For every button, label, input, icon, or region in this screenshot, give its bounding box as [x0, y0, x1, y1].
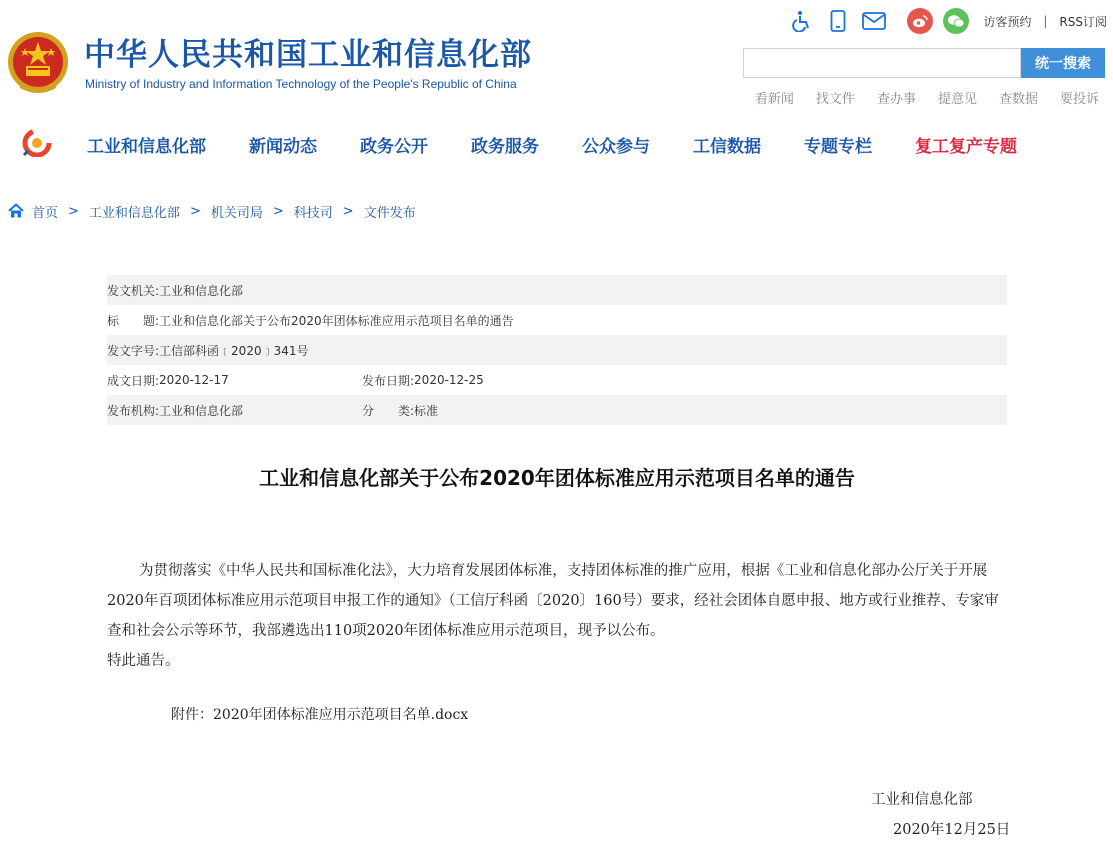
- meta-docno-label: 发文字号:: [107, 343, 160, 358]
- weibo-icon[interactable]: [907, 8, 933, 34]
- document-date: 2020年12月25日: [893, 822, 1011, 838]
- quick-link-documents[interactable]: 找文件: [815, 92, 855, 107]
- breadcrumb-separator: >: [189, 203, 201, 219]
- national-emblem-icon: [6, 30, 70, 98]
- wechat-icon[interactable]: [943, 8, 969, 34]
- quick-link-complaint[interactable]: 要投诉: [1059, 92, 1099, 107]
- top-toolbar: [789, 8, 1107, 34]
- meta-row-dates: [107, 365, 1007, 395]
- document-paragraph: 为贯彻落实《中华人民共和国标准化法》，大力培育发展团体标准，支持团体标准的推广应用，根据《工业和信息化部办公厅关于开展2020年百项团体标准应用示范项目申报工作的通知》（工信厅科函〔2020〕160号）要求，经社会团体自愿申报、地方或行业推荐、专家审查和社会公示等环节，我部遴选出110项2020年团体标准应用示范项目，现予以公布。: [107, 563, 999, 639]
- main-nav: [87, 130, 1017, 158]
- meta-docno-value: 工信部科函﹝2020﹞341号: [159, 343, 309, 358]
- document-closing: 特此通告。: [107, 653, 180, 669]
- quick-link-data[interactable]: 查数据: [998, 92, 1038, 107]
- meta-published-label: 发布日期:: [362, 373, 415, 388]
- nav-item-data[interactable]: 工信数据: [693, 136, 761, 157]
- meta-row-org: [107, 395, 1007, 425]
- breadcrumb: [8, 201, 416, 221]
- meta-org-value: 工业和信息化部: [159, 403, 244, 418]
- meta-row-issuer: [107, 275, 1007, 305]
- meta-issuer-label: 发文机关:: [107, 283, 160, 298]
- site-subtitle: Ministry of Industry and Information Technology of the People's Republic of China: [85, 77, 517, 91]
- search-button[interactable]: 统一搜索: [1021, 48, 1105, 78]
- search-box: [743, 48, 1021, 78]
- meta-published-value: 2020-12-25: [414, 373, 484, 387]
- quick-link-news[interactable]: 看新闻: [754, 92, 794, 107]
- attachment: [171, 704, 468, 724]
- nav-item-public-participation[interactable]: 公众参与: [582, 136, 650, 157]
- mail-icon[interactable]: [861, 8, 887, 34]
- document-signer: 工业和信息化部: [871, 792, 973, 808]
- home-icon[interactable]: [8, 203, 24, 219]
- nav-item-resumption[interactable]: 复工复产专题: [915, 136, 1017, 157]
- nav-item-miit[interactable]: 工业和信息化部: [87, 136, 206, 157]
- visitor-appointment-link[interactable]: 访客预约: [983, 14, 1032, 29]
- wheelchair-icon[interactable]: [789, 8, 815, 34]
- site-title: 中华人民共和国工业和信息化部: [84, 37, 532, 73]
- meta-title-label: 标 题:: [107, 313, 160, 328]
- meta-row-title: [107, 305, 1007, 335]
- search-input[interactable]: [744, 49, 1020, 77]
- breadcrumb-miit[interactable]: 工业和信息化部: [88, 205, 180, 221]
- meta-written-label: 成文日期:: [107, 373, 160, 388]
- breadcrumb-departments[interactable]: 机关司局: [210, 205, 263, 221]
- meta-row-docno: [107, 335, 1007, 365]
- breadcrumb-separator: >: [68, 203, 79, 219]
- meta-category-label: 分 类:: [362, 403, 415, 418]
- meta-written-value: 2020-12-17: [159, 373, 229, 387]
- document-metadata-table: [107, 275, 1007, 425]
- nav-item-gov-services[interactable]: 政务服务: [471, 136, 539, 157]
- breadcrumb-separator: >: [272, 203, 284, 219]
- nav-item-special-topics[interactable]: 专题专栏: [804, 136, 872, 157]
- breadcrumb-home[interactable]: 首页: [32, 205, 59, 221]
- nav-item-news[interactable]: 新闻动态: [249, 136, 317, 157]
- breadcrumb-documents[interactable]: 文件发布: [363, 205, 416, 221]
- rss-subscribe-link[interactable]: RSS订阅: [1059, 14, 1107, 29]
- quick-link-services[interactable]: 查办事: [876, 92, 916, 107]
- meta-title-value: 工业和信息化部关于公布2020年团体标准应用示范项目名单的通告: [159, 313, 514, 328]
- document-body: [107, 556, 1007, 676]
- attachment-label: 附件：: [171, 707, 213, 723]
- mobile-phone-icon[interactable]: [825, 8, 851, 34]
- meta-org-label: 发布机构:: [107, 403, 160, 418]
- document-title: 工业和信息化部关于公布2020年团体标准应用示范项目名单的通告: [259, 466, 855, 490]
- meta-category-value: 标准: [414, 403, 439, 418]
- nav-item-gov-affairs[interactable]: 政务公开: [360, 136, 428, 157]
- meta-issuer-value: 工业和信息化部: [159, 283, 244, 298]
- breadcrumb-separator: >: [342, 203, 354, 219]
- toolbar-separator: |: [1043, 14, 1048, 28]
- quick-links: [733, 88, 1099, 107]
- miit-logo-icon[interactable]: [22, 129, 52, 157]
- quick-link-feedback[interactable]: 提意见: [937, 92, 977, 107]
- breadcrumb-tech-dept[interactable]: 科技司: [293, 205, 333, 221]
- attachment-link[interactable]: 2020年团体标准应用示范项目名单.docx: [213, 707, 469, 723]
